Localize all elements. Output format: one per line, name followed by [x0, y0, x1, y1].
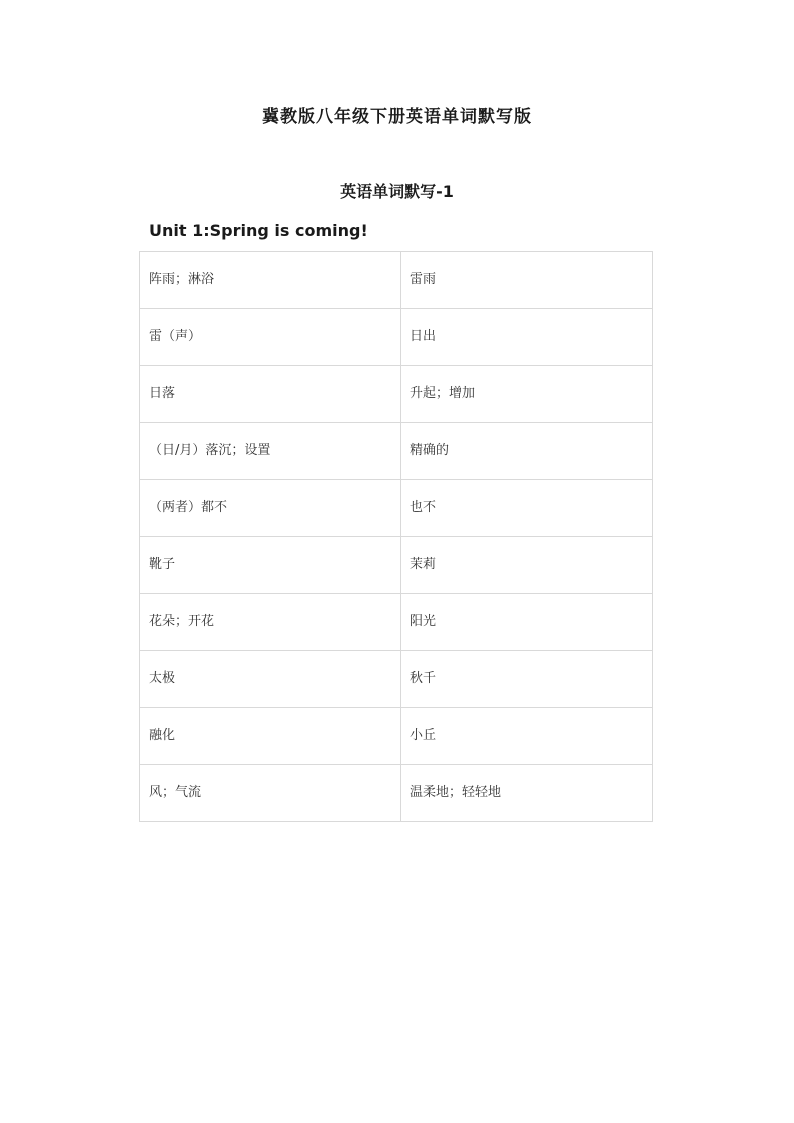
table-cell: 小丘 — [401, 708, 653, 765]
table-cell: 升起；增加 — [401, 366, 653, 423]
table-row — [140, 366, 653, 423]
table-cell: 雷雨 — [401, 252, 653, 309]
table-cell: 融化 — [140, 708, 401, 765]
section-title: 英语单词默写-1 — [340, 182, 454, 201]
table-row — [140, 480, 653, 537]
document-title: 冀教版八年级下册英语单词默写版 — [262, 107, 532, 127]
table-cell: （两者）都不 — [140, 480, 401, 537]
table-row — [140, 594, 653, 651]
table-row — [140, 252, 653, 309]
table-cell: 风；气流 — [140, 765, 401, 822]
table-cell: 太极 — [140, 651, 401, 708]
table-cell: 阵雨；淋浴 — [140, 252, 401, 309]
table-cell: 精确的 — [401, 423, 653, 480]
table-row — [140, 537, 653, 594]
table-cell: 也不 — [401, 480, 653, 537]
unit-heading: Unit 1:Spring is coming! — [149, 221, 368, 240]
table-cell: 阳光 — [401, 594, 653, 651]
table-row — [140, 651, 653, 708]
table-cell: 雷（声） — [140, 309, 401, 366]
table-cell: 茉莉 — [401, 537, 653, 594]
table-cell: 日出 — [401, 309, 653, 366]
table-cell: （日/月）落沉；设置 — [140, 423, 401, 480]
table-row — [140, 309, 653, 366]
table-cell: 靴子 — [140, 537, 401, 594]
table-cell: 秋千 — [401, 651, 653, 708]
table-cell: 温柔地；轻轻地 — [401, 765, 653, 822]
table-row — [140, 765, 653, 822]
table-row — [140, 708, 653, 765]
table-row — [140, 423, 653, 480]
table-cell: 日落 — [140, 366, 401, 423]
vocabulary-table — [139, 251, 653, 822]
table-cell: 花朵；开花 — [140, 594, 401, 651]
